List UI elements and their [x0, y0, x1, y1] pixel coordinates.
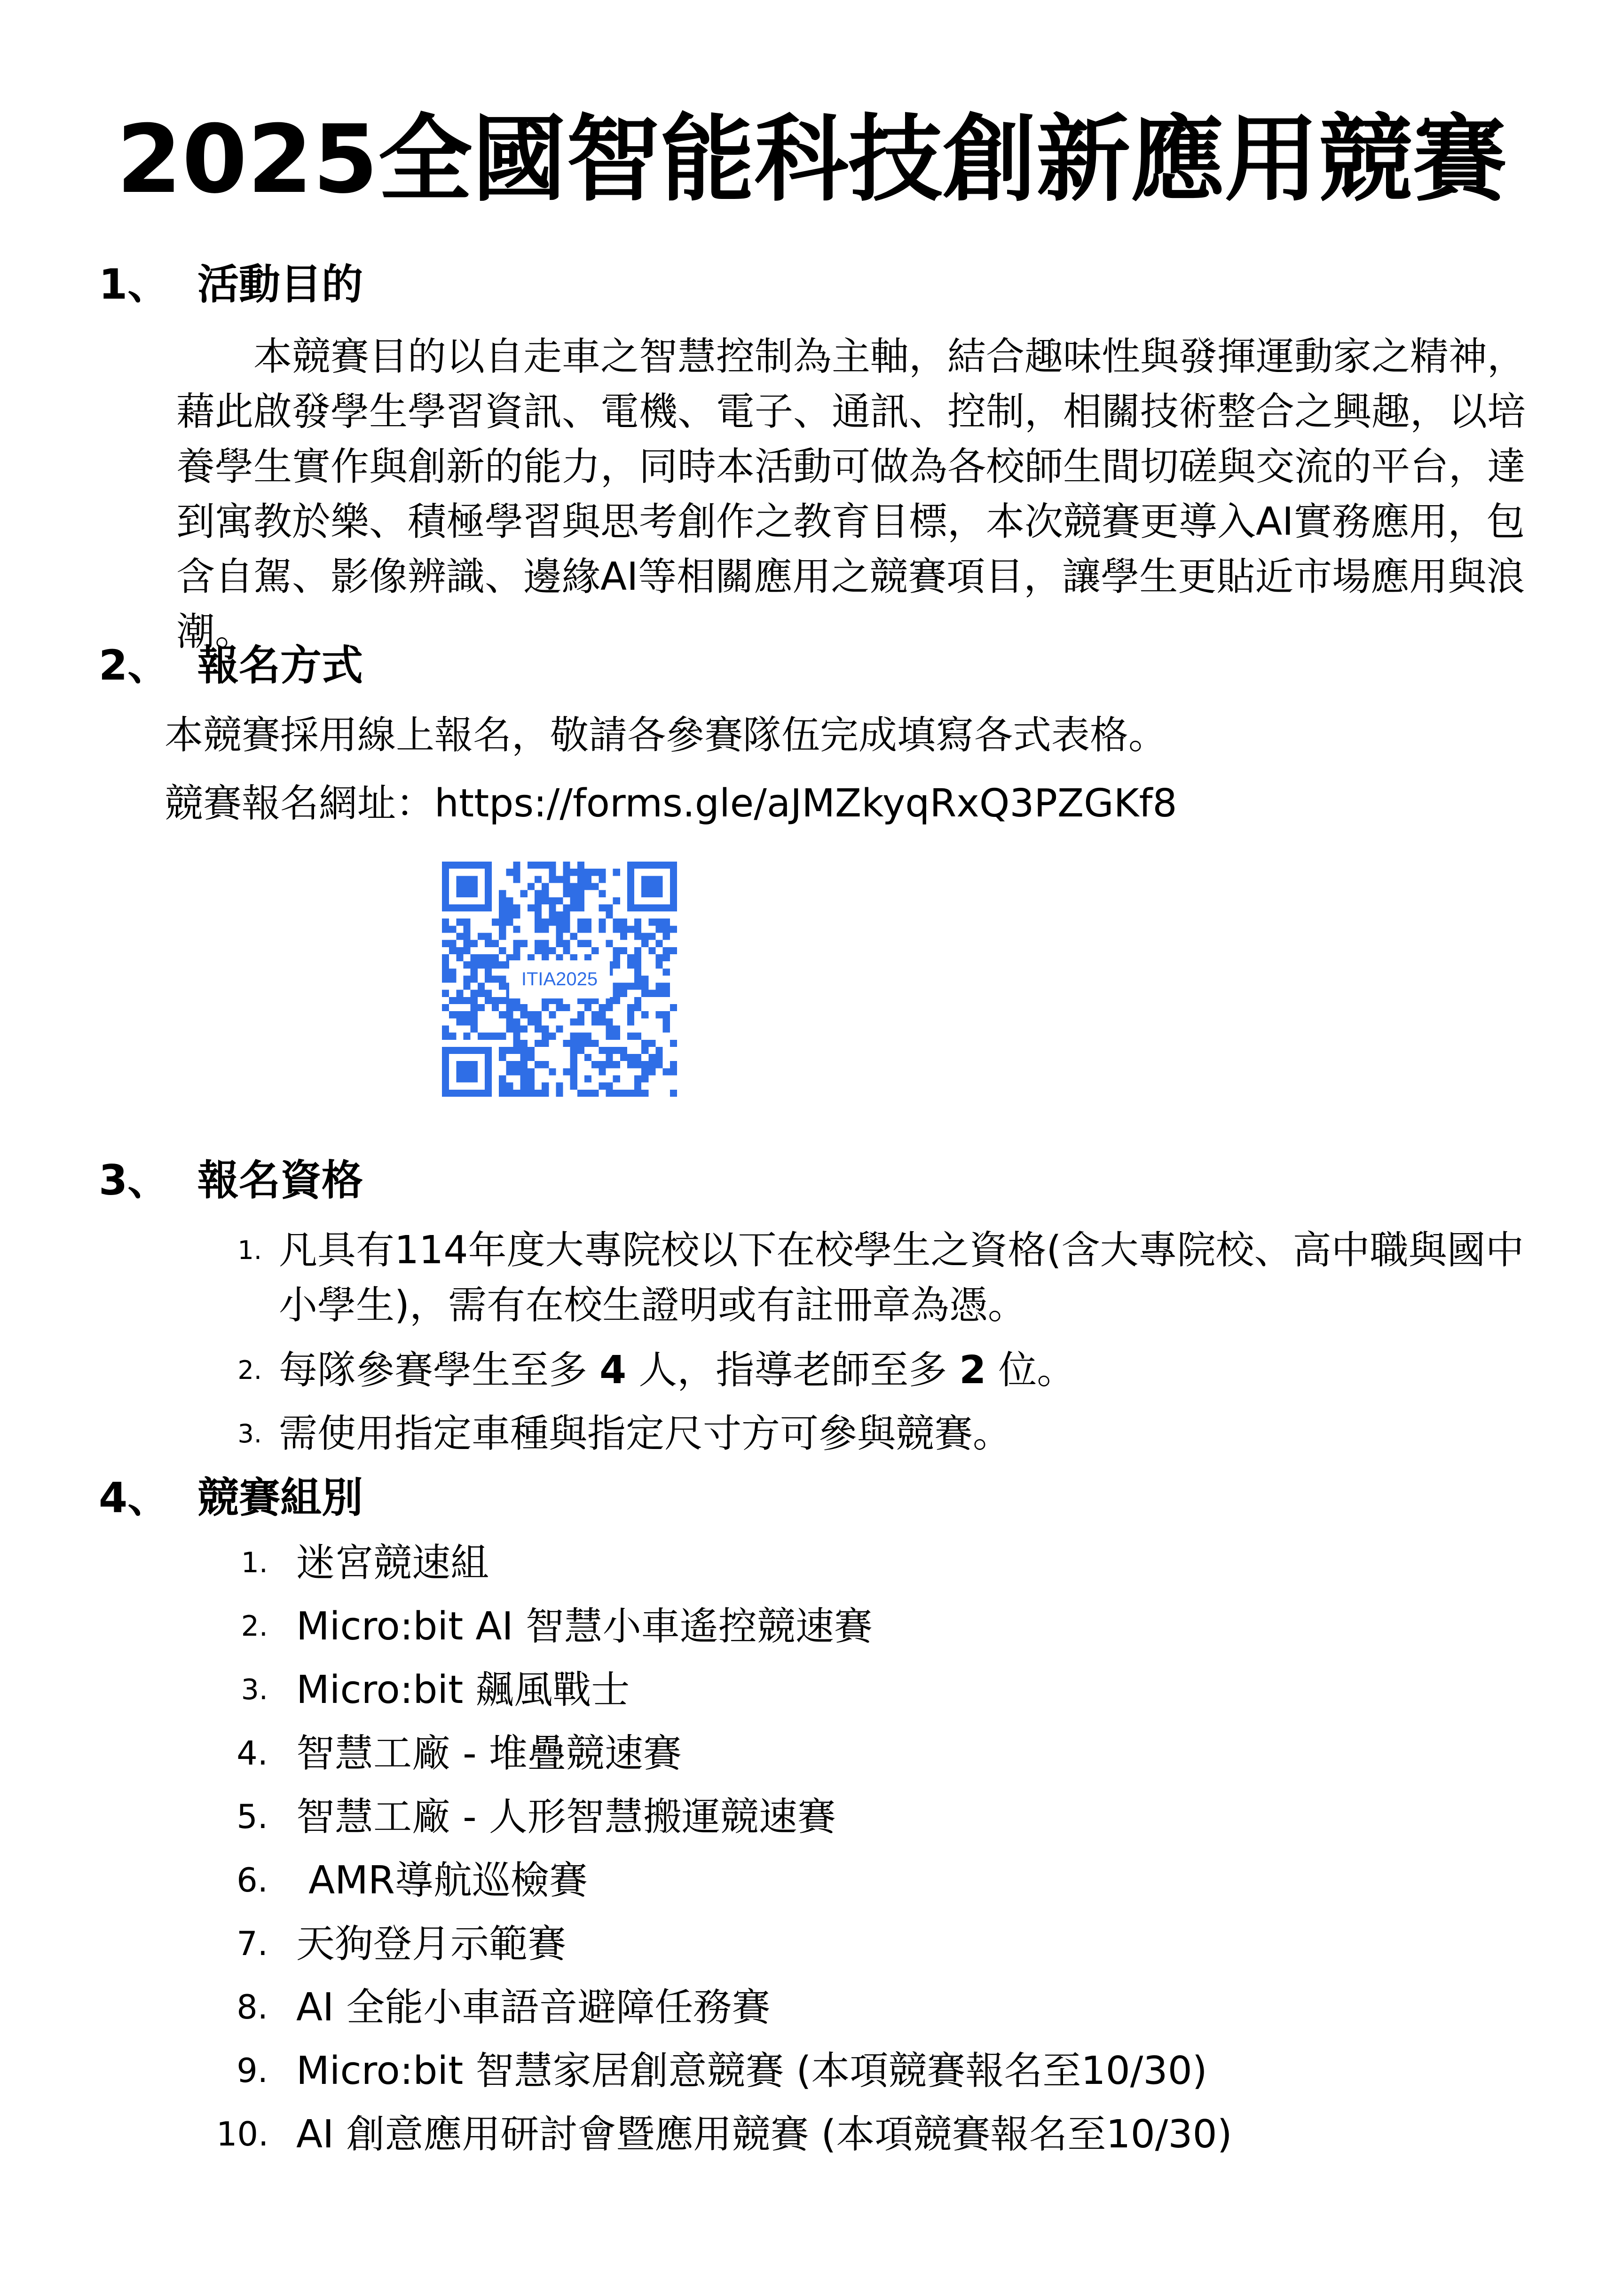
list-number: 7. [236, 1924, 268, 1963]
paragraph-line: 潮。 [176, 610, 254, 654]
list-item-text: AI 全能小車語音避障任務賽 [296, 1985, 771, 2030]
section-number: 3、 [99, 1156, 169, 1204]
section-number: 2、 [99, 641, 169, 689]
list-item-text: 需使用指定車種與指定尺寸方可參與競賽。 [279, 1411, 1012, 1456]
paragraph-line: 含自駕、影像辨識、邊緣AI等相關應用之競賽項目，讓學生更貼近市場應用與浪 [176, 554, 1525, 599]
list-item-text: 凡具有114年度大專院校以下在校學生之資格(含大專院校、高中職與國中 [279, 1228, 1524, 1273]
list-number: 2. [241, 1610, 268, 1643]
page-title: 2025全國智能科技創新應用競賽 [116, 105, 1507, 214]
list-number: 10. [216, 2115, 269, 2153]
section-label: 競賽組別 [197, 1473, 363, 1522]
paragraph-line: 到寓教於樂、積極學習與思考創作之教育目標，本次競賽更導入AI實務應用，包 [176, 499, 1525, 544]
section-label: 報名資格 [197, 1156, 363, 1204]
section-heading-purpose [99, 256, 363, 313]
list-item-text: 小學生)，需有在校生證明或有註冊章為憑。 [279, 1283, 1026, 1328]
section-heading-registration [99, 637, 363, 694]
list-number: 2. [237, 1355, 262, 1385]
list-item-text: 迷宮競速組 [296, 1541, 489, 1585]
list-number: 3. [241, 1673, 268, 1706]
registration-url-link[interactable]: https://forms.gle/aJMZkyqRxQ3PZGKf8 [434, 781, 1177, 826]
paragraph-line: 藉此啟發學生學習資訊、電機、電子、通訊、控制，相關技術整合之興趣，以培 [176, 389, 1526, 434]
list-item-text: 天狗登月示範賽 [296, 1922, 567, 1966]
list-number: 3. [237, 1419, 262, 1449]
qr-code-icon [442, 862, 677, 1097]
list-number: 8. [236, 1988, 268, 2027]
max-students: 4 [599, 1348, 627, 1393]
section-number: 4、 [99, 1473, 169, 1522]
list-number: 1. [237, 1235, 262, 1265]
list-number: 6. [236, 1861, 268, 1900]
list-item-text: 每隊參賽學生至多 4 人，指導老師至多 2 位。 [279, 1348, 1076, 1393]
list-number: 1. [241, 1546, 268, 1579]
paragraph-line: 本競賽目的以自走車之智慧控制為主軸，結合趣味性與發揮運動家之精神， [253, 334, 1526, 379]
list-item-text: Micro:bit 智慧家居創意競賽 (本項競賽報名至10/30) [296, 2049, 1207, 2093]
list-item-text: Micro:bit 飆風戰士 [296, 1668, 630, 1712]
registration-url-label: 競賽報名網址： [165, 781, 435, 826]
qr-center-label: ITIA2025 [509, 960, 610, 998]
registration-intro: 本競賽採用線上報名，敬請各參賽隊伍完成填寫各式表格。 [165, 713, 1167, 758]
section-label: 報名方式 [197, 641, 363, 689]
section-label: 活動目的 [197, 260, 363, 309]
registration-qr-code[interactable] [442, 862, 677, 1097]
list-item-text: Micro:bit AI 智慧小車遙控競速賽 [296, 1604, 873, 1649]
paragraph-line: 養學生實作與創新的能力，同時本活動可做為各校師生間切磋與交流的平台，達 [176, 444, 1526, 489]
section-heading-categories [99, 1470, 363, 1526]
section-heading-eligibility [99, 1152, 363, 1209]
section-number: 1、 [99, 260, 169, 309]
list-number: 5. [236, 1797, 268, 1836]
max-teachers: 2 [959, 1348, 986, 1393]
registration-url-line [165, 776, 1177, 831]
purpose-paragraph [176, 329, 1530, 659]
list-item-text: 智慧工廠 - 人形智慧搬運競速賽 [296, 1795, 836, 1839]
list-number: 9. [236, 2051, 268, 2090]
list-item-text: AI 創意應用研討會暨應用競賽 (本項競賽報名至10/30) [296, 2112, 1232, 2157]
list-item-text: AMR導航巡檢賽 [296, 1858, 588, 1903]
list-item-text: 智慧工廠 - 堆疊競速賽 [296, 1731, 682, 1776]
list-number: 4. [236, 1734, 268, 1773]
